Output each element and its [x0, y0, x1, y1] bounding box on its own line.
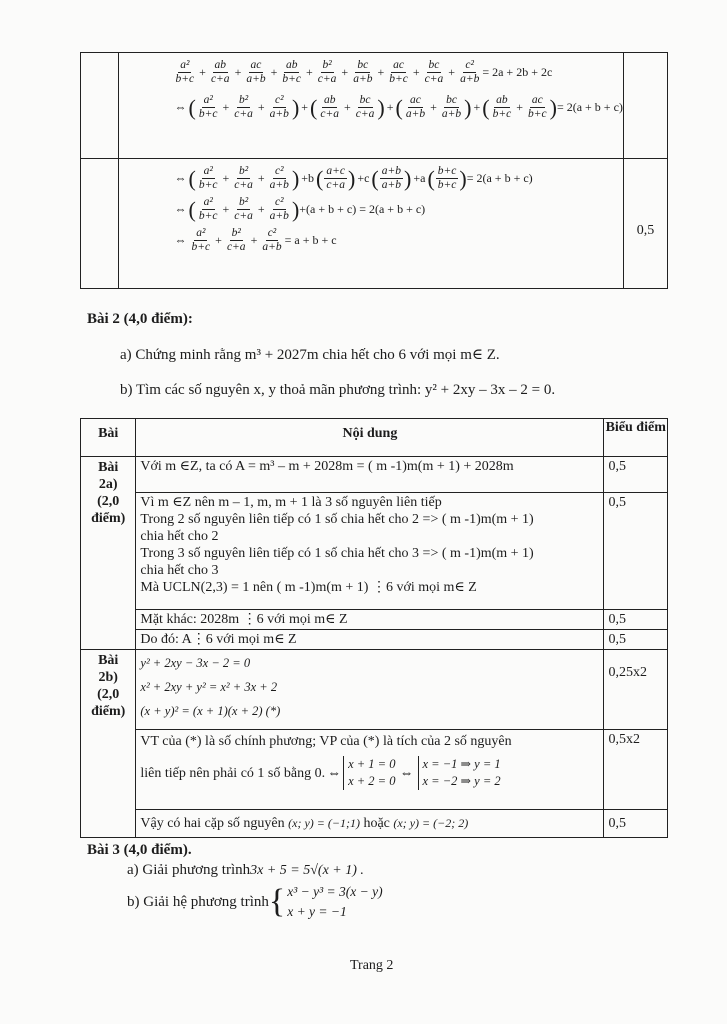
r6-right-eq: x = −2 ⇒ y = 2 [422, 774, 501, 788]
eq-row1-line2: ⇔ ( $\frac{\text{a²}}{b+c}$ + $\frac{\text{b²}}{c+a}$ + $\frac{\text{c²}}{a+b}$ ) + ( $\frac{ab}{c+a}$ + $\frac{bc}{c+a}$ ) + ( $\frac{ac}{a+b}$ + $\frac{bc}{a+b}$ ) + ( $\frac{ab}{b+c}$ + $\frac{ac}{b+c}$ ) = 2(a + b + c) [174, 94, 623, 120]
r5-line: y² + 2xy − 3x − 2 = 0 [140, 656, 251, 670]
r2-line: chia hết cho 3 [140, 563, 219, 578]
bai3-part-a [127, 862, 364, 879]
row1-line1-rhs: = 2a + 2b + 2c [482, 65, 553, 79]
row2-line1-rhs: = 2(a + b + c) [466, 171, 533, 185]
bai3-heading: Bài 3 (4,0 điểm). [87, 842, 192, 858]
r1-score: 0,5 [604, 457, 668, 493]
r2-line: Trong 3 số nguyên liên tiếp có 1 số chia hết cho 3 => ( m -1)m(m + 1) [140, 546, 534, 561]
r6-right-system [418, 756, 501, 790]
r6-score: 0,5x2 [604, 730, 668, 810]
r7-score: 0,5 [604, 810, 668, 838]
solution-table [80, 418, 668, 838]
r6-left-eq: x + 1 = 0 [348, 757, 396, 771]
bai3-a-equation: 3x + 5 = 5√(x + 1) . [250, 862, 364, 878]
r2-line: Mà UCLN(2,3) = 1 nên ( m -1)m(m + 1) ⋮6 với mọi m∈ Z [140, 580, 477, 595]
label-2b-l2: 2b) [98, 670, 118, 685]
label-2a-l2: 2a) [98, 477, 118, 492]
r5-score: 0,25x2 [604, 650, 668, 730]
r6-left-system [343, 756, 395, 790]
eq-row2-line1: ⇔ ( $\frac{\text{a²}}{b+c}$ + $\frac{\text{b²}}{c+a}$ + $\frac{\text{c²}}{a+b}$ ) +b ( $\frac{a+c}{c+a}$ ) +c ( $\frac{a+b}{a+b}$ ) +a ( $\frac{b+c}{b+c}$ ) = 2(a + b + c) [174, 165, 533, 191]
top-row2-content [118, 159, 623, 289]
r6-right-eq: x = −1 ⇒ y = 1 [422, 757, 501, 771]
eq-row2-line3: ⇔ $\frac{\text{a²}}{b+c}$ + $\frac{\text{b²}}{c+a}$ + $\frac{\text{c²}}{a+b}$ = a + b + c [174, 227, 337, 253]
top-row1-content [118, 53, 623, 159]
r6-content: VT của (*) là số chính phương; VP của (*) là tích của 2 số nguyên liên tiếp nên phải có 1 số bằng 0. ⇔ x + 1 = 0 x + 2 = 0 ⇔ x = −1 ⇒ y = 1 x = −2 ⇒ y = 2 [136, 730, 604, 810]
r3-score: 0,5 [604, 610, 668, 630]
r2-line: Vì m ∈Z nên m – 1, m, m + 1 là 3 số nguyên liên tiếp [140, 495, 442, 510]
bai3-b-system [287, 882, 382, 922]
r2-line: chia hết cho 2 [140, 529, 219, 544]
label-2a [81, 457, 136, 650]
header-noi-dung: Nội dung [136, 419, 604, 457]
r2-score: 0,5 [604, 493, 668, 610]
top-label-cell-2 [81, 159, 119, 289]
r3-content: Mặt khác: 2028m ⋮6 với mọi m∈ Z [136, 610, 604, 630]
bai3-b-prefix: b) Giải hệ phương trình [127, 893, 269, 910]
r7-text: Vậy có hai cặp số nguyên [140, 816, 289, 831]
r5-line: (x + y)² = (x + 1)(x + 2) (*) [140, 704, 281, 718]
r2-content [136, 493, 604, 610]
r5-line: x² + 2xy + y² = x² + 3x + 2 [140, 680, 278, 694]
label-2b-l4: điểm) [91, 704, 126, 719]
row1-line2-rhs: = 2(a + b + c) [556, 100, 623, 114]
r2-line: Trong 2 số nguyên liên tiếp có 1 số chia hết cho 2 => ( m -1)m(m + 1) [140, 512, 534, 527]
header-bieu-diem: Biểu điểm [604, 419, 668, 457]
row2-line2-rhs: +(a + b + c) = 2(a + b + c) [299, 202, 426, 216]
eq-row2-line2: ⇔ ( $\frac{\text{a²}}{b+c}$ + $\frac{\text{b²}}{c+a}$ + $\frac{\text{c²}}{a+b}$ ) +(a + b + c) = 2(a + b + c) [174, 196, 426, 222]
bai3-b-eq: x³ − y³ = 3(x − y) [287, 884, 383, 899]
label-2a-l3: (2,0 [97, 494, 120, 509]
r4-score: 0,5 [604, 630, 668, 650]
label-2a-l4: điểm) [91, 511, 126, 526]
bai3-part-b: b) Giải hệ phương trình { x³ − y³ = 3(x − y) x + y = −1 [127, 883, 383, 920]
bai2-part-a: a) Chứng minh rằng m³ + 2027m chia hết cho 6 với mọi m∈ Z. [120, 347, 500, 363]
top-row1-score [623, 53, 667, 159]
r7-pair-1: (x; y) = (−1;1) [288, 816, 360, 830]
r7-text-or: hoặc [359, 816, 394, 831]
r6-line2: liên tiếp nên phải có 1 số bằng 0. [140, 765, 326, 781]
row2-score: 0,5 [636, 222, 655, 238]
eq-row1-line1: $\frac{\text{a²}}{b+c}$ + $\frac{ab}{c+a}$ + $\frac{ac}{a+b}$ + $\frac{ab}{b+c}$ + $\frac{\text{b²}}{c+a}$ + $\frac{bc}{a+b}$ + $\frac{ac}{b+c}$ + $\frac{bc}{c+a}$ + $\frac{\text{c²}}{a+b}$ = 2a + 2b + 2c [175, 59, 553, 85]
bai3-a-prefix: a) Giải phương trình [127, 862, 251, 878]
r6-left-eq: x + 2 = 0 [348, 774, 396, 788]
r5-content [136, 650, 604, 730]
r1-content: Với m ∈Z, ta có A = m³ – m + 2028m = ( m -1)m(m + 1) + 2028m [136, 457, 604, 493]
r7-content [136, 810, 604, 838]
r4-content: Do đó: A⋮6 với mọi m∈ Z [136, 630, 604, 650]
bai3-b-eq: x + y = −1 [287, 904, 347, 919]
row2-line3-rhs: = a + b + c [284, 233, 337, 247]
bai2-heading: Bài 2 (4,0 điểm): [87, 311, 193, 327]
top-table [80, 52, 668, 289]
label-2a-l1: Bài [98, 460, 119, 475]
r6-line1: VT của (*) là số chính phương; VP của (*) là tích của 2 số nguyên [140, 734, 512, 749]
top-row2-score [623, 159, 667, 289]
r7-pair-2: (x; y) = (−2; 2) [393, 816, 469, 830]
bai2-part-b: b) Tìm các số nguyên x, y thoả mãn phương trình: y² + 2xy – 3x – 2 = 0. [120, 382, 556, 398]
label-2b [81, 650, 136, 838]
label-2b-l3: (2,0 [97, 687, 120, 702]
page-footer: Trang 2 [350, 958, 394, 973]
top-label-cell [81, 53, 119, 159]
label-2b-l1: Bài [98, 653, 119, 668]
header-bai: Bài [81, 419, 136, 457]
